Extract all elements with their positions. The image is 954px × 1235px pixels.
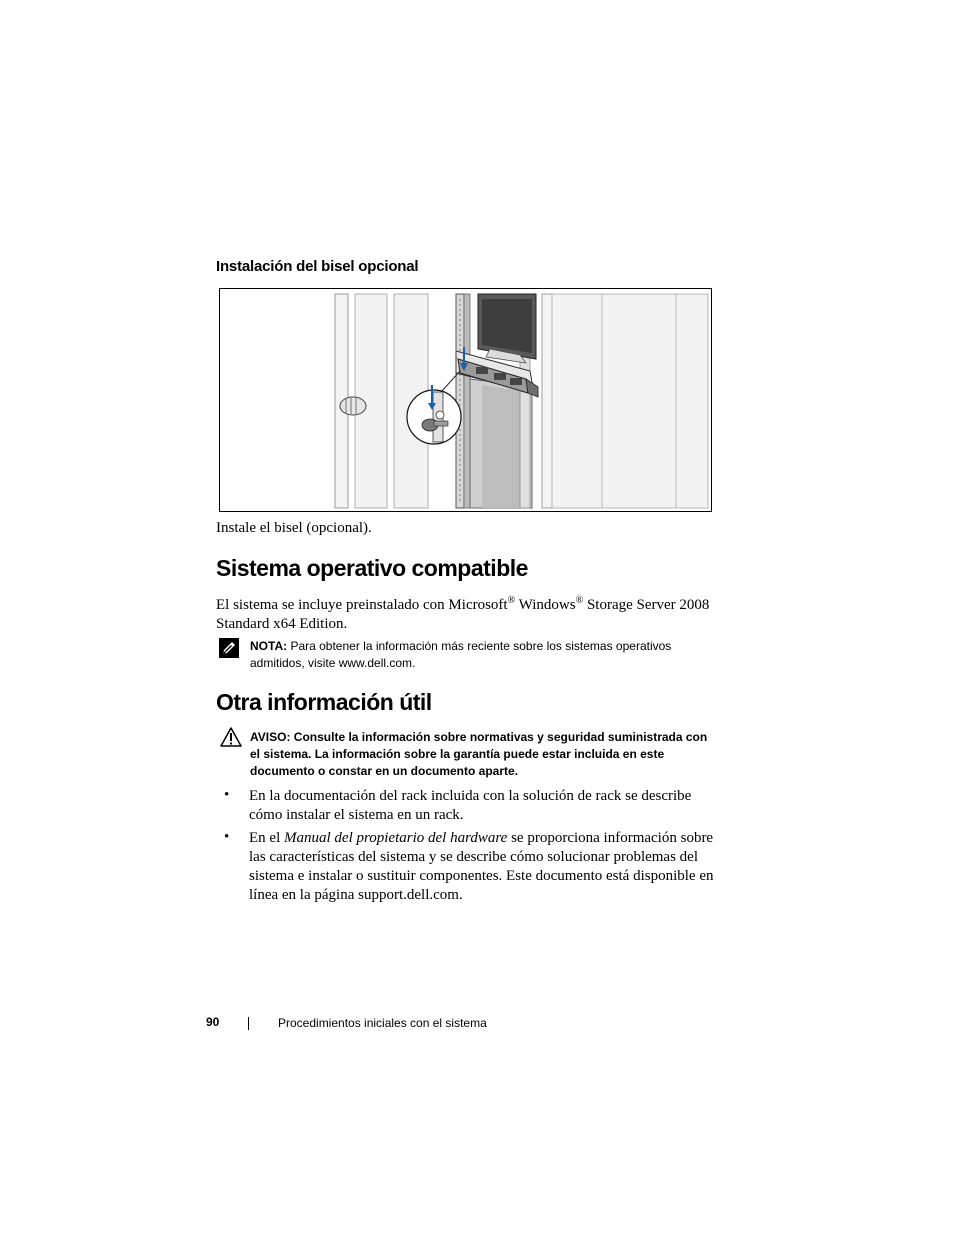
note-label: NOTA: (250, 639, 288, 653)
support-link[interactable]: support.dell.com (358, 887, 459, 903)
rack-bezel-drawing (220, 289, 712, 512)
os-paragraph (216, 591, 716, 634)
warning-text: Consulte la información sobre normativas y seguridad suministrada con el sistema. La información sobre la garantía puede estar incluida en este documento o constar en un documento aparte. (250, 730, 708, 778)
bullet-marker: • (224, 787, 230, 803)
warning-label: AVISO: (250, 730, 291, 744)
dell-link[interactable]: www.dell.com (338, 656, 413, 670)
bezel-installation-illustration (219, 288, 712, 512)
os-heading: Sistema operativo compatible (216, 555, 528, 581)
footer-title: Procedimientos iniciales con el sistema (278, 1016, 487, 1030)
bullet-hardware-manual (249, 829, 719, 905)
bullet-marker: • (224, 829, 230, 845)
os-paragraph-part3: Storage Server 2008 Standard x64 Edition. (216, 597, 710, 632)
bullet2-end: . (458, 887, 463, 903)
section-subheading: Instalación del bisel opcional (216, 258, 419, 275)
note-pencil-icon (219, 638, 239, 658)
note-block (250, 638, 720, 672)
figure-caption: Instale el bisel (opcional). (216, 520, 372, 536)
note-end: . (412, 656, 416, 670)
os-paragraph-part1: El sistema se incluye preinstalado con Microsoft (216, 597, 508, 613)
hardware-manual-title: Manual del propietario del hardware (284, 830, 508, 846)
warning-triangle-icon (220, 727, 242, 747)
page-number: 90 (206, 1015, 220, 1029)
warning-block (250, 729, 720, 780)
bullet-rack-documentation: En la documentación del rack incluida con la solución de rack se describe cómo instalar el sistema en un rack. (249, 788, 692, 823)
bullet2-part-b: se proporciona información sobre las características del sistema y se describe cómo solucionar problemas del sistema e instalar o sustituir componentes. Este documento está disponible en línea en la página (249, 830, 714, 903)
bullet2-part-a: En el (249, 830, 284, 846)
registered-mark: ® (575, 595, 584, 606)
registered-mark: ® (507, 595, 516, 606)
os-paragraph-part2: Windows (515, 597, 576, 613)
info-heading: Otra información útil (216, 689, 432, 715)
note-text: Para obtener la información más reciente sobre los sistemas operativos admitidos, visite (250, 639, 672, 670)
footer-divider (248, 1017, 249, 1030)
